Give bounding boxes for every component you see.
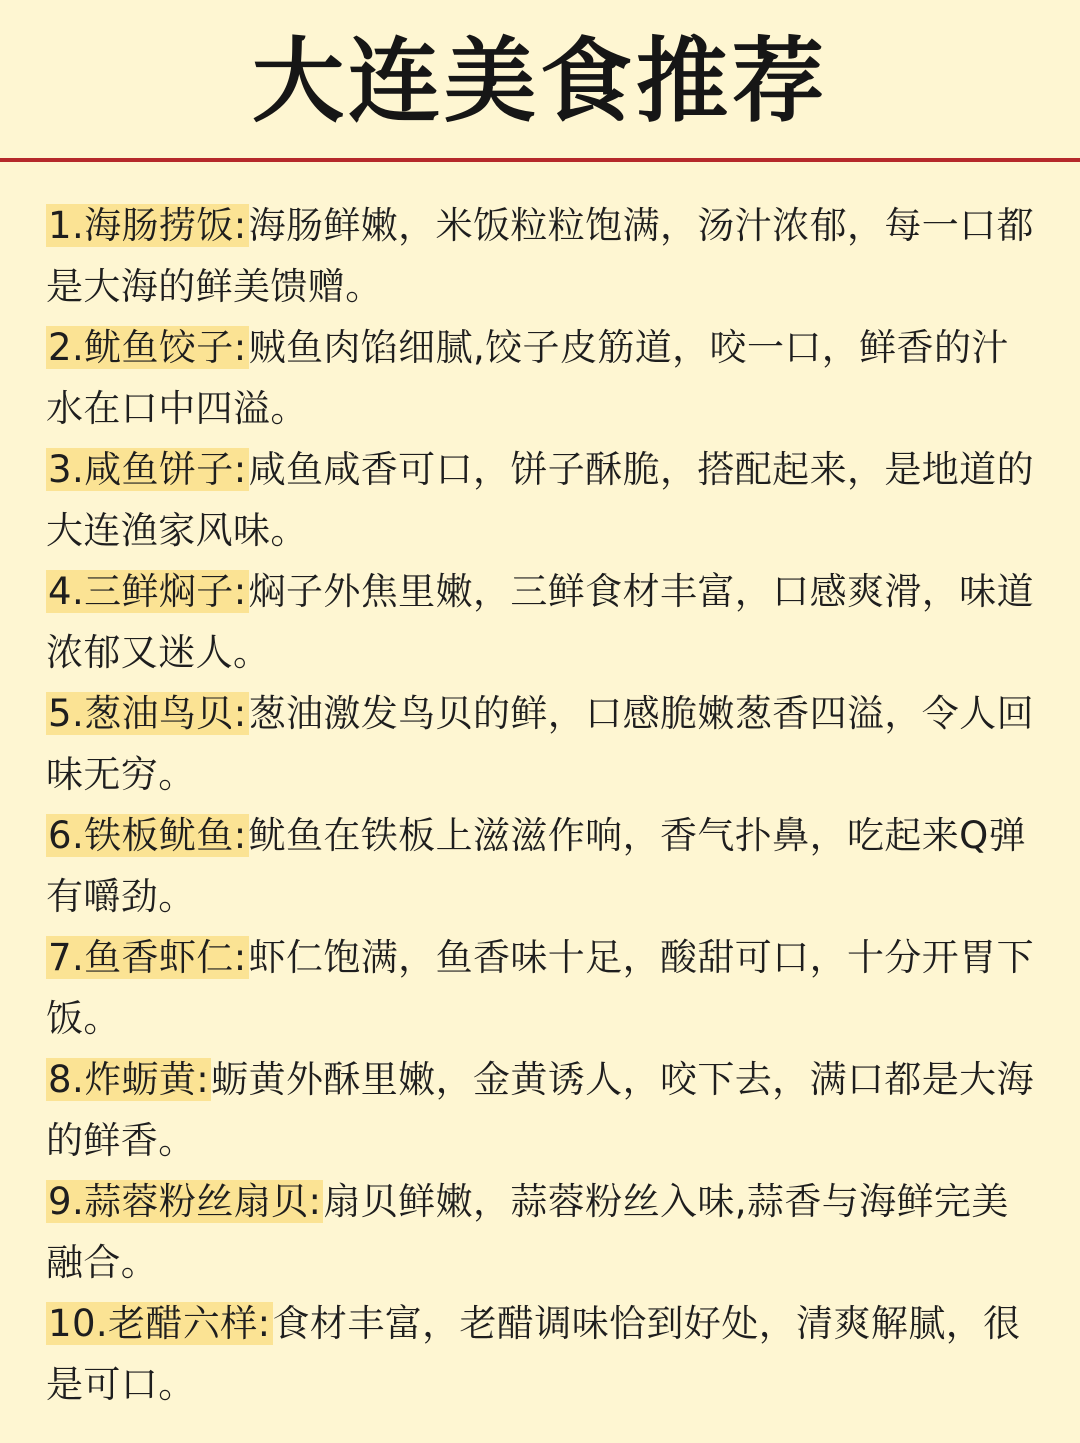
- item-text: 海肠鲜嫩，米饭粒粒饱满，汤汁浓郁，每一口都是大海的鲜美馈赠。: [46, 204, 1034, 308]
- item-text: 贼鱼肉馅细腻,饺子皮筋道，咬一口，鲜香的汁水在口中四溢。: [46, 326, 1009, 430]
- item-head: 5.葱油鸟贝:: [48, 692, 247, 735]
- item-head: 7.鱼香虾仁:: [48, 936, 247, 979]
- item-text: 鱿鱼在铁板上滋滋作响，香气扑鼻，吃起来Q弹有嚼劲。: [46, 814, 1027, 918]
- list-item: [46, 1049, 1040, 1171]
- item-text: 焖子外焦里嫩，三鲜食材丰富，口感爽滑，味道浓郁又迷人。: [46, 570, 1034, 674]
- item-head: 8.炸蛎黄:: [48, 1058, 210, 1101]
- header: [0, 0, 1080, 158]
- item-text: 扇贝鲜嫩，蒜蓉粉丝入味,蒜香与海鲜完美融合。: [46, 1180, 1009, 1284]
- item-head: 3.咸鱼饼子:: [48, 448, 247, 491]
- item-head: 6.铁板鱿鱼:: [48, 814, 247, 857]
- page-title: 大连美食推荐: [251, 27, 828, 135]
- item-text: 咸鱼咸香可口，饼子酥脆，搭配起来，是地道的大连渔家风味。: [46, 448, 1034, 552]
- item-head: 10.老醋六样:: [48, 1302, 271, 1345]
- list-item: [46, 195, 1040, 317]
- food-list: [0, 162, 1080, 1415]
- list-item: [46, 317, 1040, 439]
- list-item: [46, 1171, 1040, 1293]
- item-head: 1.海肠捞饭:: [48, 204, 247, 247]
- item-text: 食材丰富，老醋调味恰到好处，清爽解腻，很是可口。: [46, 1302, 1021, 1406]
- item-text: 蛎黄外酥里嫩，金黄诱人，咬下去，满口都是大海的鲜香。: [46, 1058, 1034, 1162]
- list-item: [46, 1293, 1040, 1415]
- list-item: [46, 561, 1040, 683]
- list-item: [46, 805, 1040, 927]
- list-item: [46, 927, 1040, 1049]
- list-item: [46, 683, 1040, 805]
- item-head: 9.蒜蓉粉丝扇贝:: [48, 1180, 322, 1223]
- item-text: 虾仁饱满，鱼香味十足，酸甜可口，十分开胃下饭。: [46, 936, 1034, 1040]
- item-text: 葱油激发鸟贝的鲜，口感脆嫩葱香四溢，令人回味无穷。: [46, 692, 1034, 796]
- item-head: 4.三鲜焖子:: [48, 570, 247, 613]
- item-head: 2.鱿鱼饺子:: [48, 326, 247, 369]
- list-item: [46, 439, 1040, 561]
